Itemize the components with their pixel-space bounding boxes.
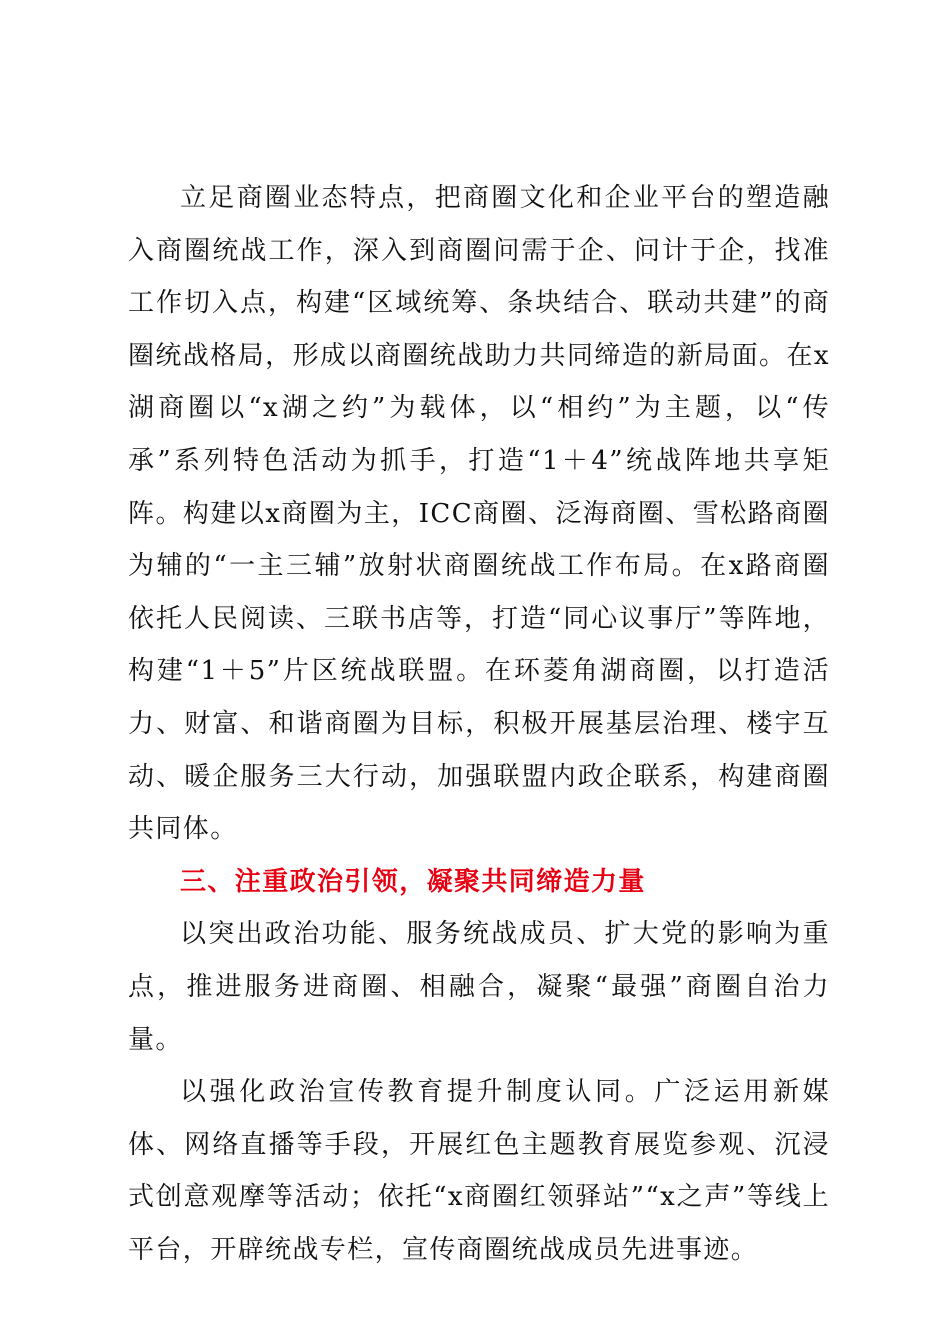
body-paragraph-2: 以突出政治功能、服务统战成员、扩大党的影响为重点，推进服务进商圈、相融合，凝聚“最强”商圈自治力量。 [128,919,830,1055]
document-body [128,172,830,1276]
body-paragraph-3: 以强化政治宣传教育提升制度认同。广泛运用新媒体、网络直播等手段，开展红色主题教育展览参观、沉浸式创意观摩等活动；依托“x商圈红领驿站”“x之声”等线上平台，开辟统战专栏，宣传商圈统战成员先进事迹。 [128,1077,830,1265]
body-paragraph-1: 立足商圈业态特点，把商圈文化和企业平台的塑造融入商圈统战工作，深入到商圈问需于企、问计于企，找准工作切入点，构建“区域统筹、条块结合、联动共建”的商圈统战格局，形成以商圈统战助力共同缔造的新局面。在x湖商圈以“x湖之约”为载体，以“相约”为主题，以“传承”系列特色活动为抓手，打造“1＋4”统战阵地共享矩阵。构建以x商圈为主，ICC商圈、泛海商圈、雪松路商圈为辅的“一主三辅”放射状商圈统战工作布局。在x路商圈依托人民阅读、三联书店等，打造“同心议事厅”等阵地，构建“1＋5”片区统战联盟。在环菱角湖商圈，以打造活力、财富、和谐商圈为目标，积极开展基层治理、楼宇互动、暖企服务三大行动，加强联盟内政企联系，构建商圈共同体。 [128,183,830,845]
section-heading: 三、注重政治引领，凝聚共同缔造力量 [180,866,646,897]
